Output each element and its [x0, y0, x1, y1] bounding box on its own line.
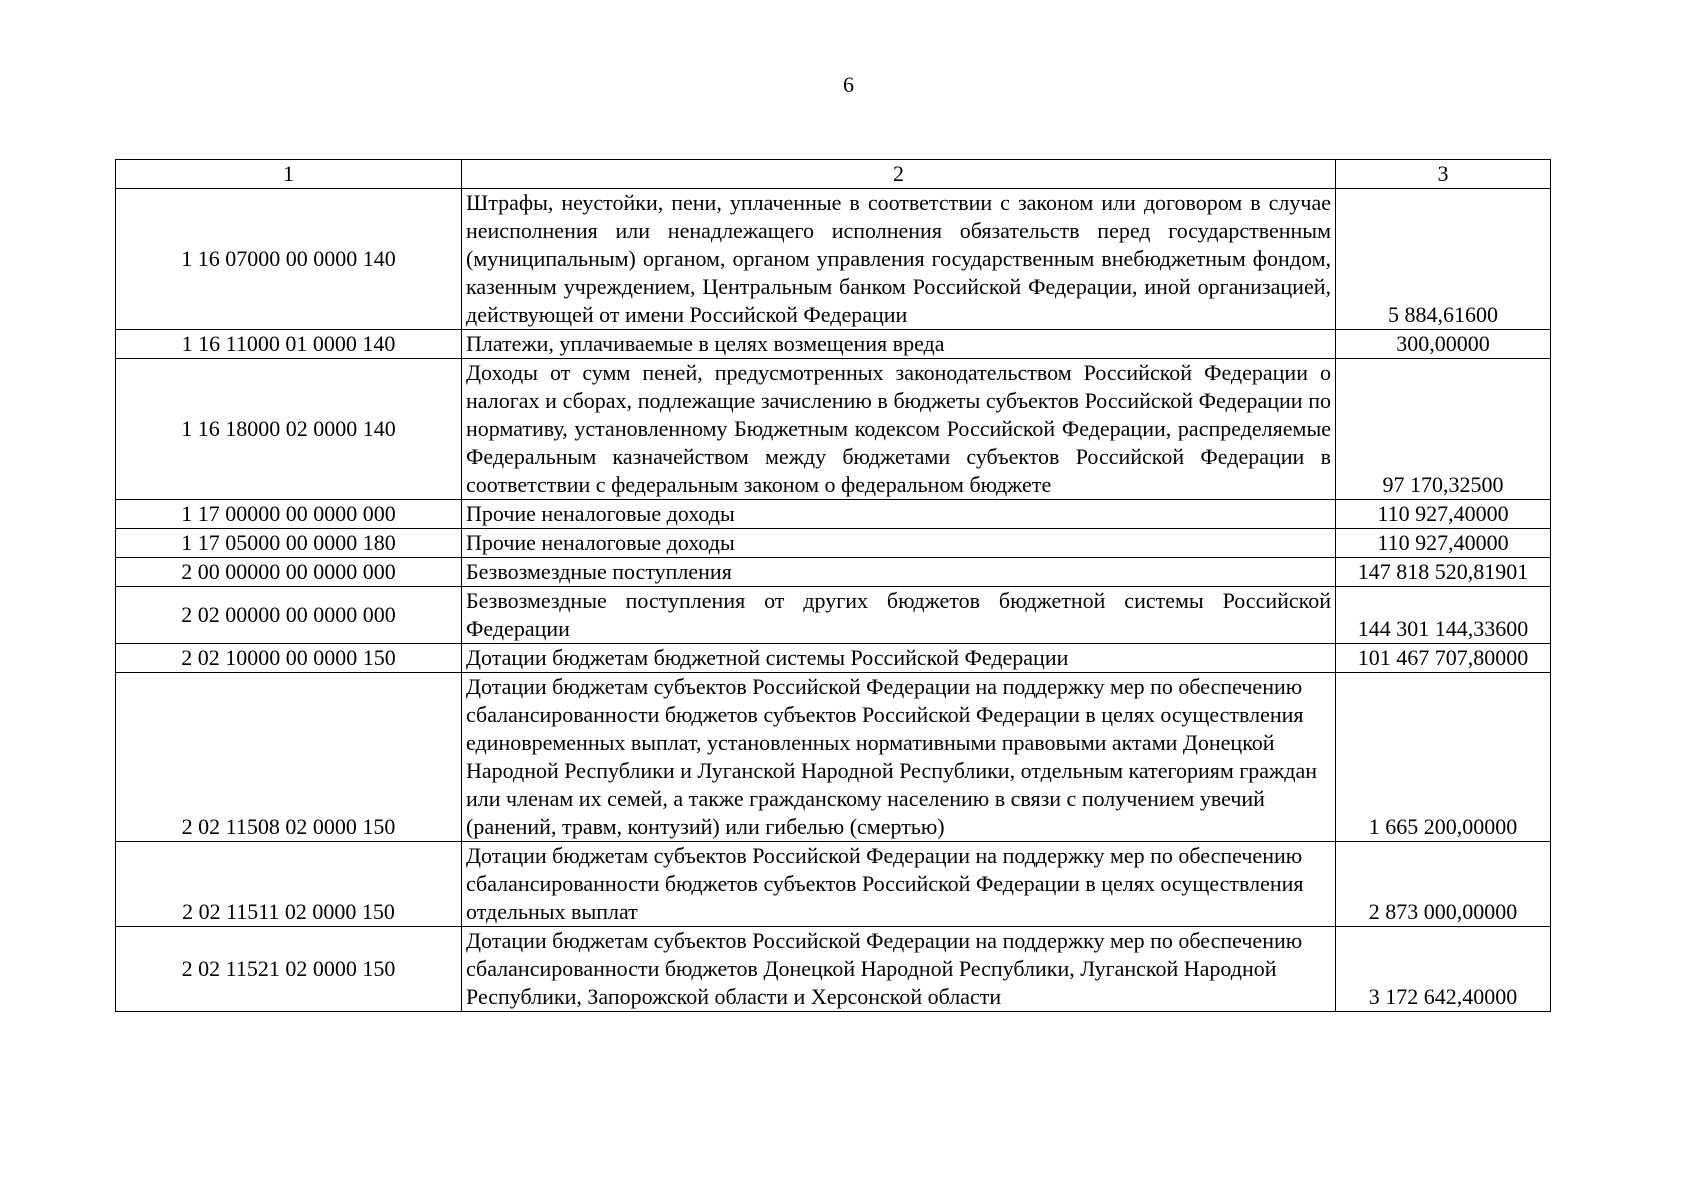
table-row [116, 189, 1551, 330]
row-code: 2 02 00000 00 0000 000 [116, 587, 462, 644]
row-code: 2 02 11511 02 0000 150 [116, 842, 462, 927]
row-code: 2 02 10000 00 0000 150 [116, 644, 462, 673]
row-code: 1 16 18000 02 0000 140 [116, 359, 462, 500]
column-header-2: 2 [462, 160, 1336, 189]
row-amount: 3 172 642,40000 [1336, 927, 1551, 1012]
row-amount: 97 170,32500 [1336, 359, 1551, 500]
column-header-1: 1 [116, 160, 462, 189]
row-amount: 101 467 707,80000 [1336, 644, 1551, 673]
row-description: Дотации бюджетам субъектов Российской Федерации на поддержку мер по обеспечению сбалансированности бюджетов субъектов Российской Федерации в целях осуществления единовременных выплат, установленных нормативными правовыми актами Донецкой Народной Республики и Луганской Народной Республики, отдельным категориям граждан или членам их семей, а также гражданскому населению в связи с получением увечий (ранений, травм, контузий) или гибелью (смертью) [462, 673, 1336, 842]
row-code: 2 02 11521 02 0000 150 [116, 927, 462, 1012]
table-header-row [116, 160, 1551, 189]
row-amount: 300,00000 [1336, 330, 1551, 359]
column-header-3: 3 [1336, 160, 1551, 189]
row-code: 1 16 11000 01 0000 140 [116, 330, 462, 359]
row-amount: 144 301 144,33600 [1336, 587, 1551, 644]
table-row [116, 927, 1551, 1012]
row-description: Безвозмездные поступления [462, 558, 1336, 587]
row-amount: 110 927,40000 [1336, 500, 1551, 529]
row-code: 1 17 00000 00 0000 000 [116, 500, 462, 529]
row-amount: 1 665 200,00000 [1336, 673, 1551, 842]
row-description: Прочие неналоговые доходы [462, 529, 1336, 558]
row-amount: 5 884,61600 [1336, 189, 1551, 330]
row-amount: 110 927,40000 [1336, 529, 1551, 558]
page-number: 6 [843, 72, 854, 97]
table-row [116, 330, 1551, 359]
table-row [116, 673, 1551, 842]
row-description: Безвозмездные поступления от других бюджетов бюджетной системы Российской Федерации [462, 587, 1336, 644]
row-code: 2 02 11508 02 0000 150 [116, 673, 462, 842]
table-row [116, 842, 1551, 927]
table-row [116, 500, 1551, 529]
row-description: Штрафы, неустойки, пени, уплаченные в соответствии с законом или договором в случае неисполнения или ненадлежащего исполнения обязательств перед государственным (муниципальным) органом, органом управления государственным внебюджетным фондом, казенным учреждением, Центральным банком Российской Федерации, иной организацией, действующей от имени Российской Федерации [462, 189, 1336, 330]
row-code: 2 00 00000 00 0000 000 [116, 558, 462, 587]
row-amount: 2 873 000,00000 [1336, 842, 1551, 927]
row-amount: 147 818 520,81901 [1336, 558, 1551, 587]
table-row [116, 644, 1551, 673]
row-code: 1 16 07000 00 0000 140 [116, 189, 462, 330]
table-row [116, 359, 1551, 500]
table-row [116, 558, 1551, 587]
row-description: Дотации бюджетам субъектов Российской Федерации на поддержку мер по обеспечению сбалансированности бюджетов субъектов Российской Федерации в целях осуществления отдельных выплат [462, 842, 1336, 927]
table-row [116, 529, 1551, 558]
row-description: Прочие неналоговые доходы [462, 500, 1336, 529]
budget-table [115, 159, 1551, 1012]
row-description: Платежи, уплачиваемые в целях возмещения вреда [462, 330, 1336, 359]
row-description: Дотации бюджетам бюджетной системы Российской Федерации [462, 644, 1336, 673]
row-code: 1 17 05000 00 0000 180 [116, 529, 462, 558]
row-description: Доходы от сумм пеней, предусмотренных законодательством Российской Федерации о налогах и сборах, подлежащие зачислению в бюджеты субъектов Российской Федерации по нормативу, установленному Бюджетным кодексом Российской Федерации, распределяемые Федеральным казначейством между бюджетами субъектов Российской Федерации в соответствии с федеральным законом о федеральном бюджете [462, 359, 1336, 500]
row-description: Дотации бюджетам субъектов Российской Федерации на поддержку мер по обеспечению сбалансированности бюджетов Донецкой Народной Республики, Луганской Народной Республики, Запорожской области и Херсонской области [462, 927, 1336, 1012]
table-row [116, 587, 1551, 644]
